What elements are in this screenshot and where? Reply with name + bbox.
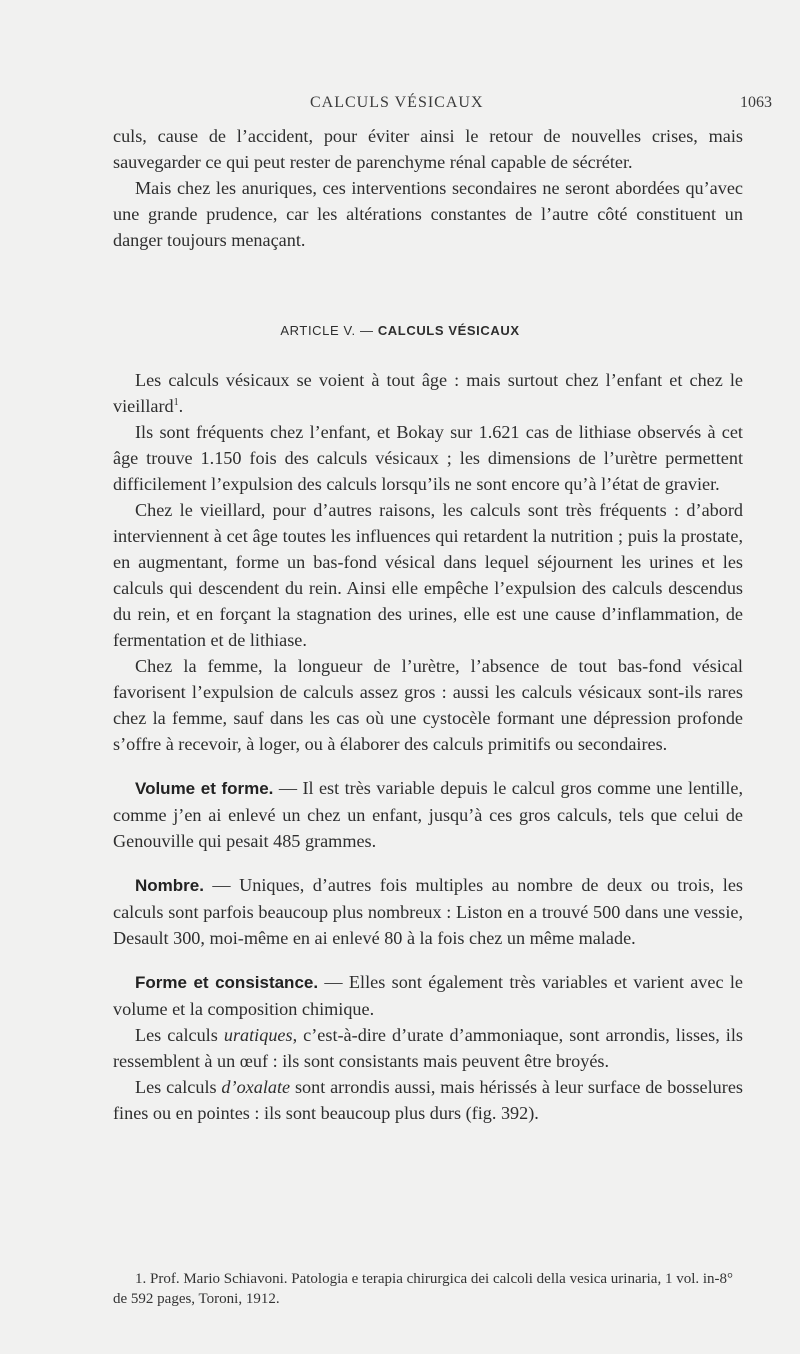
uratiques-text: , c’est-à-dire d’urate d’ammoniaque, sont arrondis, lisses, ils ressemblent à un œuf : ils sont consistants mais peuvent être broyés. [113,1025,743,1071]
nombre-heading: Nombre. [135,876,204,895]
uratiques-lead: Les calculs [135,1025,224,1045]
section-volume [113,775,743,854]
main-body [113,367,743,1126]
intro-section [113,123,743,253]
paragraph-femme: Chez la femme, la longueur de l’urètre, l’absence de tout bas-fond vésical favorisent l’expulsion de calculs assez gros : aussi les calculs vésicaux sont-ils rares chez la femme, sauf dans les cas où une cystocèle formant une dépression profonde s’offre à recevoir, à loger, ou à élaborer des calculs primitifs ou secondaires. [113,656,743,754]
article-title: CALCULS VÉSICAUX [377,323,520,338]
section-nombre [113,872,743,951]
volume-heading: Volume et forme. [135,779,274,798]
uratiques-term: uratiques [223,1025,293,1045]
paragraph-vieillard: Chez le vieillard, pour d’autres raisons, les calculs sont très fréquents : d’abord interviennent à cet âge toutes les influences qui retardent la nutrition ; puis la prostate, en augmentant, forme un bas-fond vésical dans lequel séjournent les urines et les calculs qui descendent du rein. Ainsi elle empêche l’expulsion des calculs descendus du rein, et en forçant la stagnation des urines, elle est une cause d’inflammation, de fermentation et de lithiase. [113,500,743,650]
section-forme [113,969,743,1022]
paragraph-age-end: . [178,396,184,416]
nombre-text: — Uniques, d’autres fois multiples au nombre de deux ou trois, les calculs sont parfois beaucoup plus nombreux : Liston en a trouvé 500 dans une vessie, Desault 300, moi-même en ai enlevé 80 à la fois chez un même malade. [113,875,743,948]
footnote-text: 1. Prof. Mario Schiavoni. Patologia e terapia chirurgica dei calcoli della vesica urinaria, 1 vol. in-8° de 592 pages, Toroni, 1912. [113,1271,734,1307]
paragraph-age-text: Les calculs vésicaux se voient à tout âge : mais surtout chez l’enfant et chez le vieillard [113,370,743,416]
running-head [0,94,800,118]
page-number: 1063 [740,94,772,111]
oxalate-text: sont arrondis aussi, mais hérissés à leur surface de bosselures fines ou en pointes : ils sont beaucoup plus durs (fig. 392). [113,1077,743,1123]
oxalate-term: d’oxalate [221,1077,291,1097]
paragraph-uratiques [113,1022,743,1074]
article-label: ARTICLE V. — [280,323,374,338]
intro-paragraph-anuriques: Mais chez les anuriques, ces interventions secondaires ne seront abordées qu’avec une grande prudence, car les altérations constantes de l’autre côté constituent un danger toujours menaçant. [113,178,743,250]
article-heading [0,323,800,338]
footnote-ref[interactable]: 1 [173,396,179,408]
paragraph-age [113,367,743,419]
forme-text: — Elles sont également très variables et varient avec le volume et la composition chimique. [113,972,743,1019]
volume-text: — Il est très variable depuis le calcul gros comme une lentille, comme j’en ai enlevé un chez un enfant, jusqu’à ces gros calculs, tels que celui de Genouville qui pesait 485 grammes. [113,778,743,851]
forme-heading: Forme et consistance. [135,973,319,992]
footnote [113,1269,743,1309]
paragraph-oxalate [113,1074,743,1126]
intro-paragraph-continued: culs, cause de l’accident, pour éviter ainsi le retour de nouvelles crises, mais sauvegarder ce qui peut rester de parenchyme rénal capable de sécréter. [113,126,743,172]
running-title: CALCULS VÉSICAUX [310,94,484,111]
oxalate-lead: Les calculs [135,1077,222,1097]
paragraph-enfant: Ils sont fréquents chez l’enfant, et Bokay sur 1.621 cas de lithiase observés à cet âge trouve 1.150 fois des calculs vésicaux ; les dimensions de l’urètre permettent difficilement l’expulsion des calculs lorsqu’ils ne sont encore qu’à l’état de gravier. [113,422,743,494]
